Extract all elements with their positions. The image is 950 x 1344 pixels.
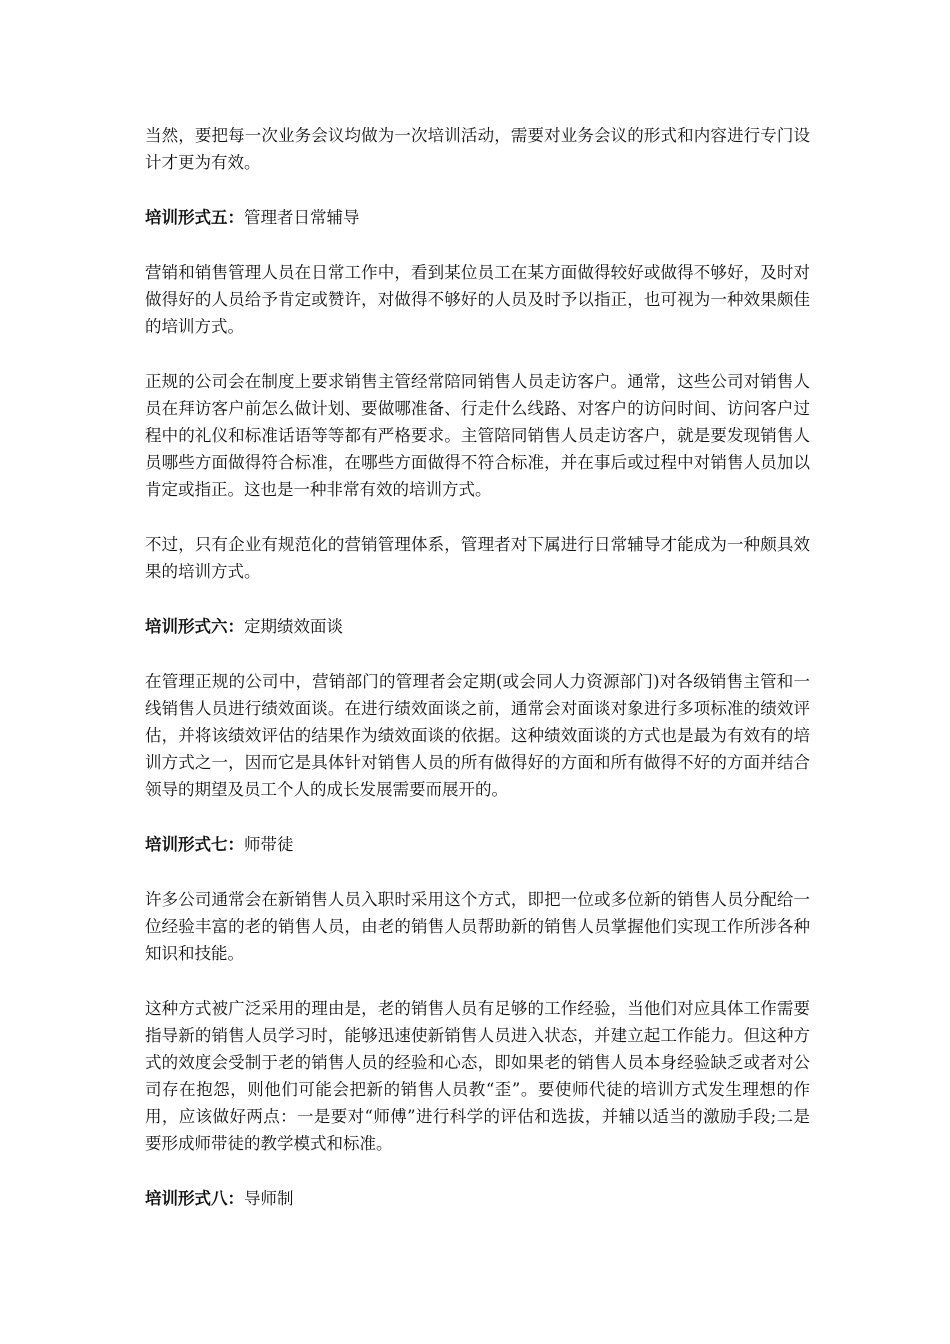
heading-title: 师带徒 [244, 835, 294, 854]
paragraph-accompany-visits: 正规的公司会在制度上要求销售主管经常陪同销售人员走访客户。通常，这些公司对销售人员在拜访客户前怎么做计划、要做哪准备、行走什么线路、对客户的访问时间、访问客户过程中的礼仪和标准话语等等都有严格要求。主管陪同销售人员走访客户，就是要发现销售人员哪些方面做得符合标准，在哪些方面做得不符合标准，并在事后或过程中对销售人员加以肯定或指正。这也是一种非常有效的培训方式。 [145, 372, 810, 499]
paragraph-meeting-design: 当然，要把每一次业务会议均做为一次培训活动，需要对业务会议的形式和内容进行专门设计才更为有效。 [145, 126, 810, 172]
heading-title: 导师制 [244, 1189, 294, 1208]
heading-form-six [145, 613, 810, 640]
heading-title: 定期绩效面谈 [244, 617, 343, 636]
paragraph-management-system: 不过，只有企业有规范化的营销管理体系，管理者对下属进行日常辅导才能成为一种颇具效果的培训方式。 [145, 535, 810, 581]
paragraph-mentor-reasons: 这种方式被广泛采用的理由是，老的销售人员有足够的工作经验，当他们对应具体工作需要指导新的销售人员学习时，能够迅速使新销售人员进入状态，并建立起工作能力。但这种方式的效度会受制于老的销售人员的经验和心态，即如果老的销售人员本身经验缺乏或者对公司存在抱怨，则他们可能会把新的销售人员教“歪”。要使师代徒的培训方式发生理想的作用，应该做好两点：一是要对“师傅”进行科学的评估和选拔，并辅以适当的激励手段;二是要形成师带徒的教学模式和标准。 [145, 999, 810, 1153]
heading-label: 培训形式五： [145, 208, 244, 227]
paragraph-performance-review: 在管理正规的公司中，营销部门的管理者会定期(或会同人力资源部门)对各级销售主管和一线销售人员进行绩效面谈。在进行绩效面谈之前，通常会对面谈对象进行多项标准的绩效评估，并将该绩效评估的结果作为绩效面谈的依据。这种绩效面谈的方式也是最为有效有的培训方式之一，因而它是具体针对销售人员的所有做得好的方面和所有做得不好的方面并结合领导的期望及员工个人的成长发展需要而展开的。 [145, 672, 810, 799]
paragraph-mentor-new-hire: 许多公司通常会在新销售人员入职时采用这个方式，即把一位或多位新的销售人员分配给一位经验丰富的老的销售人员，由老的销售人员帮助新的销售人员掌握他们实现工作所涉各种知识和技能。 [145, 890, 810, 963]
heading-label: 培训形式八： [145, 1189, 244, 1208]
heading-form-eight [145, 1185, 810, 1212]
heading-label: 培训形式七： [145, 835, 244, 854]
heading-form-seven [145, 831, 810, 858]
heading-label: 培训形式六： [145, 617, 244, 636]
document-page [145, 122, 810, 1240]
paragraph-daily-coaching: 营销和销售管理人员在日常工作中，看到某位员工在某方面做得较好或做得不够好，及时对做得好的人员给予肯定或赞许，对做得不够好的人员及时予以指正，也可视为一种效果颇佳的培训方式。 [145, 263, 810, 336]
heading-title: 管理者日常辅导 [244, 208, 360, 227]
heading-form-five [145, 204, 810, 231]
